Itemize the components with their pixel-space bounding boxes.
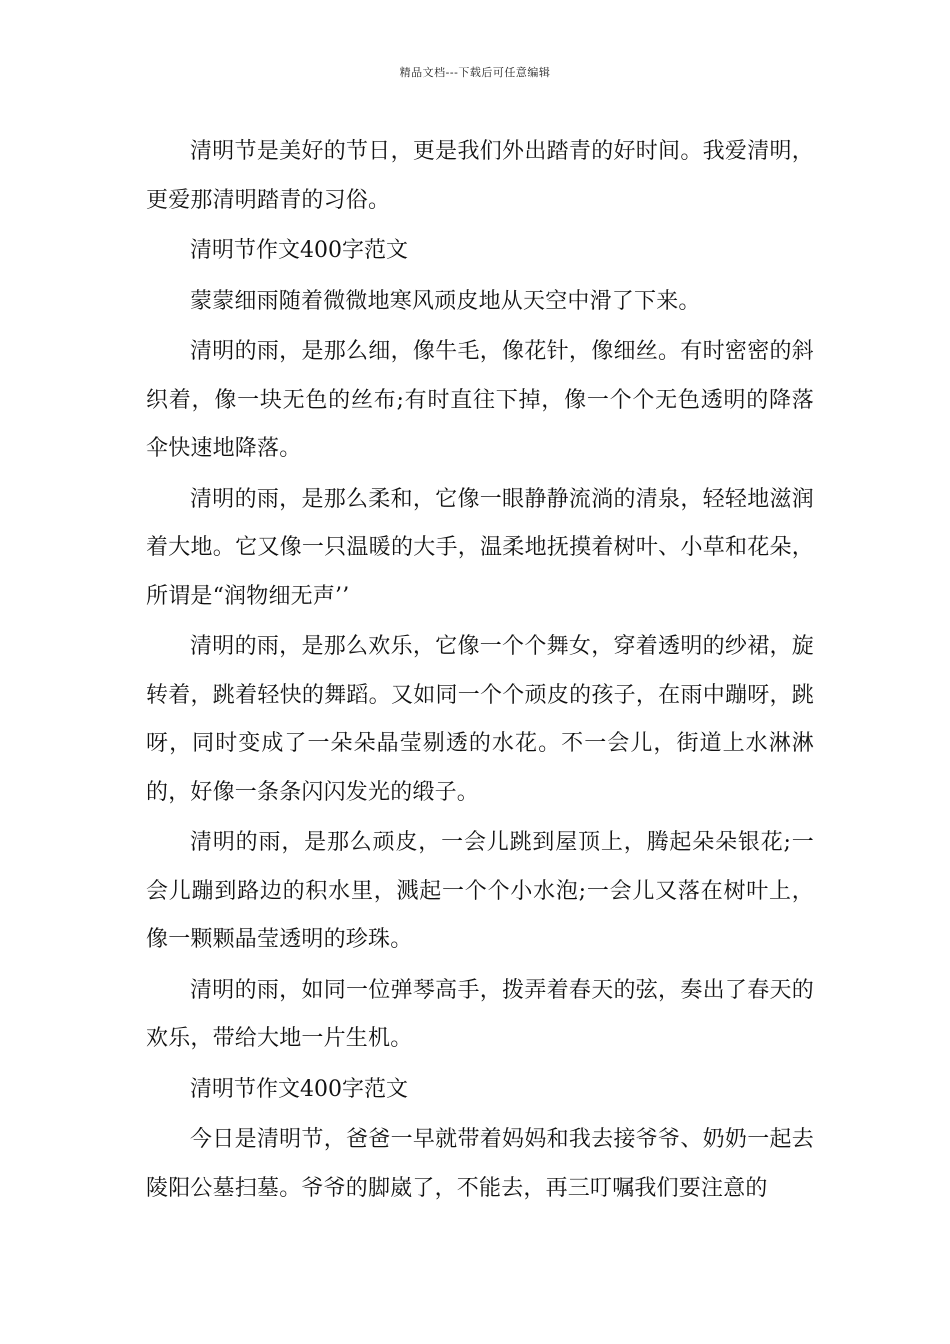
paragraph-4: 清明的雨，是那么柔和，它像一眼静静流淌的清泉，轻轻地滋润着大地。它又像一只温暖的大手，温柔地抚摸着树叶、小草和花朵，所谓是“润物细无声’’ [146,486,814,609]
section-heading-1: 清明节作文400字范文 [190,238,408,263]
section-heading-2: 清明节作文400字范文 [190,1076,408,1102]
document-body [146,128,814,1215]
page-header: 精品文档---下载后可任意编辑 [399,66,551,79]
paragraph-3: 清明的雨，是那么细，像牛毛，像花针，像细丝。有时密密的斜织着，像一块无色的丝布;有时直往下掉，像一个个无色透明的降落伞快速地降落。 [146,339,814,461]
paragraph-7: 清明的雨，如同一位弹琴高手，拨弄着春天的弦，奏出了春天的欢乐，带给大地一片生机。 [146,977,814,1051]
paragraph-5: 清明的雨，是那么欢乐，它像一个个舞女，穿着透明的纱裙，旋转着，跳着轻快的舞蹈。又如同一个个顽皮的孩子，在雨中蹦呀，跳呀，同时变成了一朵朵晶莹剔透的水花。不一会儿，街道上水淋淋的，好像一条条闪闪发光的缎子。 [146,634,814,805]
paragraph-6: 清明的雨，是那么顽皮，一会儿跳到屋顶上，腾起朵朵银花;一会儿蹦到路边的积水里，溅起一个个小水泡;一会儿又落在树叶上，像一颗颗晶莹透明的珍珠。 [146,830,814,952]
paragraph-2: 蒙蒙细雨随着微微地寒风顽皮地从天空中滑了下来。 [190,288,701,314]
paragraph-8: 今日是清明节，爸爸一早就带着妈妈和我去接爷爷、奶奶一起去陵阳公墓扫墓。爷爷的脚崴了，不能去，再三叮嘱我们要注意的 [146,1127,814,1201]
paragraph-1: 清明节是美好的节日，更是我们外出踏青的好时间。我爱清明，更爱那清明踏青的习俗。 [146,139,814,213]
